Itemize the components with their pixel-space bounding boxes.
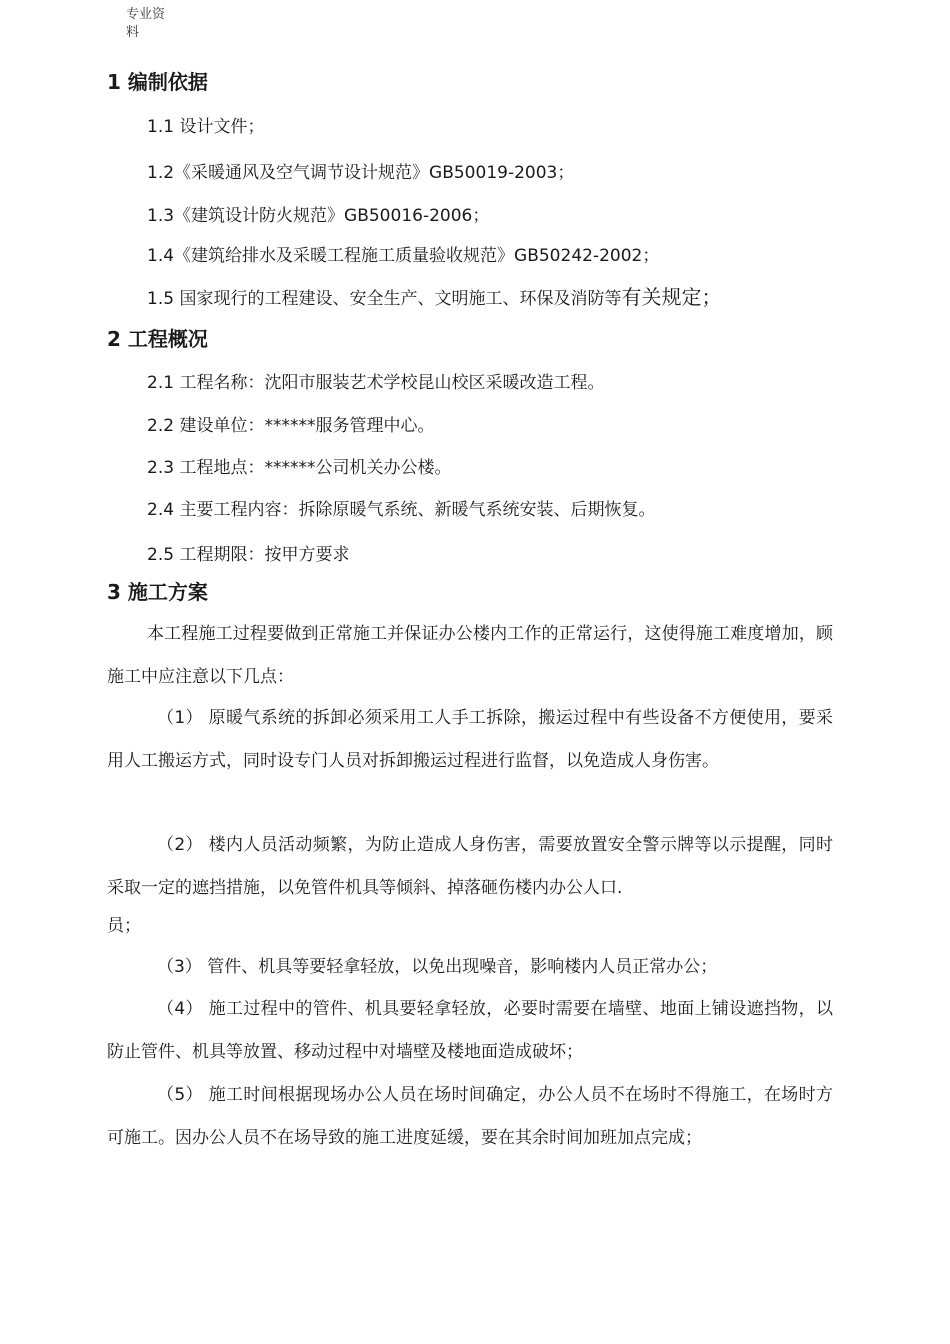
header-mark-line2: 料 — [126, 25, 140, 40]
section1-heading: 1 编制依据 — [107, 70, 208, 94]
section1-item-2: 1.2《采暖通风及空气调节设计规范》GB50019-2003； — [147, 163, 575, 183]
section2-item-3: 2.3 工程地点：******公司机关办公楼。 — [147, 458, 452, 478]
section3-point-2-cont: 员； — [107, 916, 141, 936]
section1-item-3: 1.3《建筑设计防火规范》GB50016-2006； — [147, 206, 490, 226]
section3-point-5: （5） 施工时间根据现场办公人员在场时间确定，办公人员不在场时不得施工，在场时方可施工。因办公人员不在场导致的施工进度延缓，要在其余时间加班加点完成； — [107, 1085, 833, 1148]
section3-point-3: （3） 管件、机具等要轻拿轻放，以免出现噪音，影响楼内人员正常办公； — [157, 957, 718, 977]
section1-item-4: 1.4《建筑给排水及采暖工程施工质量验收规范》GB50242-2002； — [147, 246, 660, 266]
header-watermark — [126, 6, 186, 42]
section1-item-5 — [147, 285, 721, 311]
section2-item-5: 2.5 工程期限：按甲方要求 — [147, 545, 350, 565]
header-mark-line1: 专业资 — [126, 7, 166, 22]
section3-point-2: （2） 楼内人员活动频繁，为防止造成人身伤害，需要放置安全警示牌等以示提醒，同时采取一定的遮挡措施，以免管件机具等倾斜、掉落砸伤楼内办公人口. — [107, 835, 833, 898]
section2-item-4: 2.4 主要工程内容：拆除原暖气系统、新暖气系统安装、后期恢复。 — [147, 500, 656, 520]
section2-item-2: 2.2 建设单位：******服务管理中心。 — [147, 416, 435, 436]
section1-item-5-tail: 有关规定； — [621, 285, 722, 309]
section2-item-1: 2.1 工程名称：沈阳市服装艺术学校昆山校区采暖改造工程。 — [147, 373, 605, 393]
section3-intro: 本工程施工过程要做到正常施工并保证办公楼内工作的正常运行，这使得施工难度增加，顾施工中应注意以下几点： — [107, 624, 833, 687]
section3-point-1: （1） 原暖气系统的拆卸必须采用工人手工拆除，搬运过程中有些设备不方便使用，要采用人工搬运方式，同时设专门人员对拆卸搬运过程进行监督，以免造成人身伤害。 — [107, 708, 833, 771]
section1-item-1: 1.1 设计文件； — [147, 117, 265, 137]
section1-item-5-main: 1.5 国家现行的工程建设、安全生产、文明施工、环保及消防等 — [147, 289, 622, 309]
section3-heading: 3 施工方案 — [107, 580, 208, 604]
section3-point-4: （4） 施工过程中的管件、机具要轻拿轻放，必要时需要在墙壁、地面上铺设遮挡物，以防止管件、机具等放置、移动过程中对墙壁及楼地面造成破坏； — [107, 999, 833, 1062]
section2-heading: 2 工程概况 — [107, 327, 208, 351]
